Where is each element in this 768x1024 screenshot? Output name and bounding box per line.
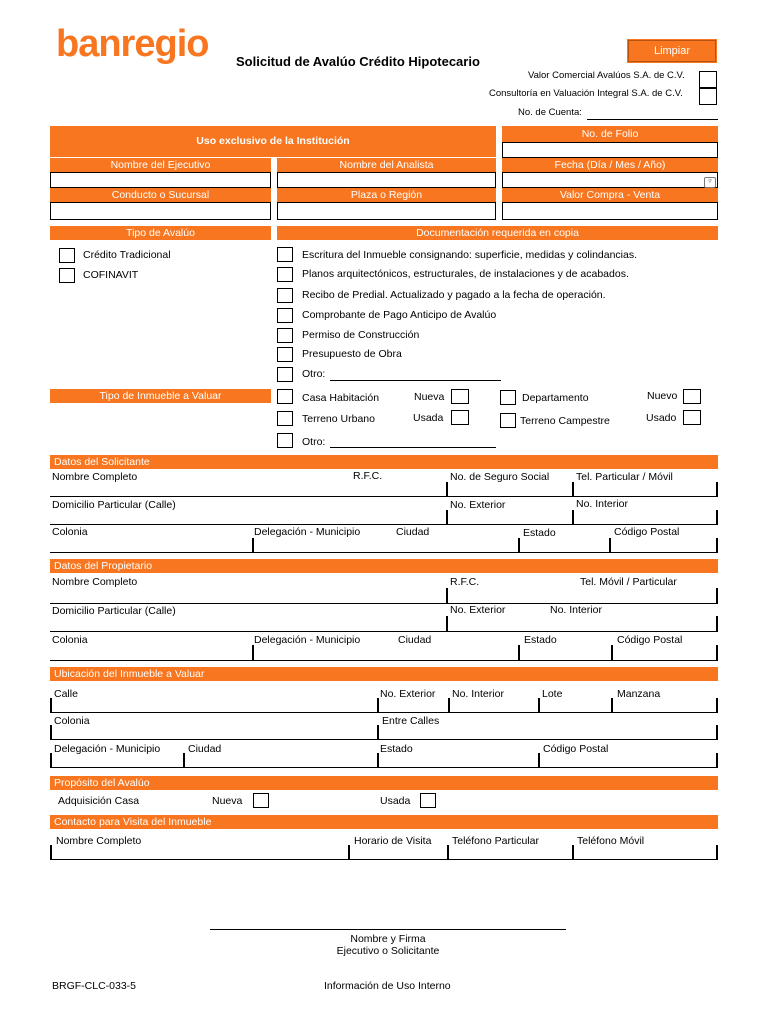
ubi-delegacion-field[interactable] [50, 767, 718, 768]
prop-ciudad-label: Ciudad [398, 634, 432, 646]
divider [572, 510, 574, 524]
prop-nombre-label: Nombre Completo [52, 576, 138, 588]
adquisicion-casa-label: Adquisición Casa [58, 795, 140, 807]
sol-colonia-label: Colonia [52, 526, 88, 538]
casa-nueva-checkbox[interactable] [451, 389, 469, 404]
prop-colonia-field[interactable] [50, 660, 718, 661]
no-folio-field[interactable] [502, 142, 718, 158]
calendar-icon[interactable]: ▿ [704, 177, 716, 188]
doc-escritura-label: Escritura del Inmueble consignando: superficie, medidas y colindancias. [302, 249, 638, 261]
terreno-usada-label: Usada [413, 412, 444, 424]
divider [716, 588, 718, 603]
sol-tel-label: Tel. Particular / Móvil [576, 471, 673, 483]
divider [50, 753, 52, 767]
depto-nuevo-label: Nuevo [647, 390, 678, 402]
cofinavit-label: COFINAVIT [83, 269, 139, 281]
divider [716, 725, 718, 739]
cofinavit-checkbox[interactable] [59, 268, 75, 283]
divider [377, 725, 379, 739]
nombre-analista-header: Nombre del Analista [277, 158, 496, 172]
divider [518, 645, 520, 660]
solicitante-header: Datos del Solicitante [50, 455, 718, 469]
doc-comprobante-checkbox[interactable] [277, 308, 293, 323]
casa-habitacion-label: Casa Habitación [302, 392, 380, 404]
terreno-campestre-checkbox[interactable] [500, 413, 516, 428]
ubicacion-header: Ubicación del Inmueble a Valuar [50, 667, 718, 681]
sol-nombre-field[interactable] [50, 496, 718, 497]
prop-nombre-field[interactable] [50, 603, 718, 604]
divider [252, 538, 254, 552]
doc-comprobante-label: Comprobante de Pago Anticipo de Avalúo [302, 309, 497, 321]
divider [572, 482, 574, 496]
contacto-field[interactable] [50, 859, 718, 860]
prop-tel-label: Tel. Móvil / Particular [580, 576, 677, 588]
ubi-estado-label: Estado [380, 743, 413, 755]
sol-rfc-label: R.F.C. [353, 470, 383, 482]
ubi-no-int-label: No. Interior [452, 688, 504, 700]
signature-label: Nombre y Firma [350, 933, 426, 945]
depto-nuevo-checkbox[interactable] [683, 389, 701, 404]
departamento-label: Departamento [522, 392, 589, 404]
doc-presupuesto-checkbox[interactable] [277, 347, 293, 362]
contacto-nombre-label: Nombre Completo [56, 835, 142, 847]
divider [716, 753, 718, 767]
proposito-nueva-checkbox[interactable] [253, 793, 269, 808]
prop-usada-label: Usada [380, 795, 411, 807]
sol-no-int-label: No. Interior [576, 498, 628, 510]
divider [716, 698, 718, 712]
terreno-urbano-label: Terreno Urbano [302, 413, 375, 425]
depto-usado-checkbox[interactable] [683, 410, 701, 425]
no-cuenta-field[interactable] [587, 119, 718, 120]
divider [518, 538, 520, 552]
divider [446, 588, 448, 603]
sol-ciudad-label: Ciudad [396, 526, 430, 538]
departamento-checkbox[interactable] [500, 390, 516, 405]
doc-permiso-label: Permiso de Construcción [302, 329, 420, 341]
prop-cp-label: Código Postal [617, 634, 683, 646]
divider [446, 510, 448, 524]
tipo-inmueble-header: Tipo de Inmueble a Valuar [50, 389, 271, 403]
prop-rfc-label: R.F.C. [450, 576, 480, 588]
doc-planos-checkbox[interactable] [277, 267, 293, 282]
proposito-usada-checkbox[interactable] [420, 793, 436, 808]
prop-delegacion-label: Delegación - Municipio [254, 634, 361, 646]
plaza-header: Plaza o Región [277, 188, 496, 202]
divider [538, 698, 540, 712]
divider [183, 753, 185, 767]
signature-line[interactable] [210, 929, 566, 930]
sol-nombre-label: Nombre Completo [52, 471, 138, 483]
limpiar-button[interactable]: Limpiar [628, 40, 716, 62]
divider [446, 482, 448, 496]
ubi-lote-label: Lote [542, 688, 563, 700]
sol-nss-label: No. de Seguro Social [450, 471, 550, 483]
propietario-header: Datos del Propietario [50, 559, 718, 573]
ubi-colonia-field[interactable] [50, 739, 718, 740]
sol-estado-label: Estado [523, 527, 556, 539]
ubi-calle-field[interactable] [50, 712, 718, 713]
ubi-colonia-label: Colonia [54, 715, 90, 727]
doc-predial-checkbox[interactable] [277, 288, 293, 303]
proposito-header: Propósito del Avalúo [50, 776, 718, 790]
divider [716, 482, 718, 496]
uso-exclusivo-header: Uso exclusivo de la Institución [50, 126, 496, 157]
terreno-urbano-checkbox[interactable] [277, 411, 293, 426]
fecha-header: Fecha (Día / Mes / Año) [502, 158, 718, 172]
no-folio-header: No. de Folio [502, 126, 718, 142]
divider [50, 698, 52, 712]
contacto-tel-movil-label: Teléfono Móvil [577, 835, 645, 847]
divider [348, 845, 350, 859]
fecha-field[interactable] [502, 172, 718, 188]
consultoria-label: Consultoría en Valuación Integral S.A. de C.V. [489, 88, 683, 99]
no-cuenta-label: No. de Cuenta: [518, 107, 582, 118]
divider [716, 845, 718, 859]
nombre-analista-field[interactable] [277, 172, 496, 188]
ubi-ciudad-label: Ciudad [188, 743, 222, 755]
doc-permiso-checkbox[interactable] [277, 328, 293, 343]
signature-sublabel: Ejecutivo o Solicitante [336, 945, 440, 957]
terreno-campestre-label: Terreno Campestre [520, 415, 610, 427]
contacto-horario-label: Horario de Visita [354, 835, 432, 847]
prop-domicilio-field[interactable] [50, 631, 718, 632]
sol-domicilio-field[interactable] [50, 524, 718, 525]
conducto-field[interactable] [50, 202, 271, 220]
divider [446, 616, 448, 631]
divider [377, 753, 379, 767]
prop-colonia-label: Colonia [52, 634, 88, 646]
documentacion-header: Documentación requerida en copia [277, 226, 718, 240]
casa-habitacion-checkbox[interactable] [277, 389, 293, 404]
doc-predial-label: Recibo de Predial. Actualizado y pagado a la fecha de operación. [302, 289, 606, 301]
prop-no-ext-label: No. Exterior [450, 604, 506, 616]
consultoria-checkbox[interactable] [699, 88, 717, 105]
doc-otro-label: Otro: [302, 368, 326, 380]
conducto-header: Conducto o Sucursal [50, 188, 271, 202]
ubi-no-ext-label: No. Exterior [380, 688, 436, 700]
ubi-cp-label: Código Postal [543, 743, 609, 755]
form-code: BRGF-CLC-033-5 [52, 980, 137, 992]
divider [716, 510, 718, 524]
doc-planos-label: Planos arquitectónicos, estructurales, de instalaciones y de acabados. [302, 268, 629, 280]
form-title: Solicitud de Avalúo Crédito Hipotecario [236, 54, 480, 69]
doc-presupuesto-label: Presupuesto de Obra [302, 348, 402, 360]
sol-no-ext-label: No. Exterior [450, 499, 506, 511]
divider [716, 538, 718, 552]
casa-nueva-label: Nueva [414, 391, 445, 403]
divider [377, 698, 379, 712]
credito-tradicional-checkbox[interactable] [59, 248, 75, 263]
divider [50, 845, 52, 859]
contacto-tel-particular-label: Teléfono Particular [452, 835, 539, 847]
inmueble-otro-checkbox[interactable] [277, 433, 293, 448]
ubi-entre-calles-label: Entre Calles [382, 715, 440, 727]
divider [611, 645, 613, 660]
inmueble-otro-label: Otro: [302, 436, 326, 448]
doc-escritura-checkbox[interactable] [277, 247, 293, 262]
divider [252, 645, 254, 660]
banregio-logo: banregio [56, 23, 209, 65]
prop-domicilio-label: Domicilio Particular (Calle) [52, 605, 176, 617]
divider [611, 698, 613, 712]
ubi-manzana-label: Manzana [617, 688, 661, 700]
doc-otro-field[interactable] [330, 380, 501, 381]
valor-comercial-checkbox[interactable] [699, 71, 717, 88]
prop-no-int-label: No. Interior [550, 604, 602, 616]
prop-nueva-label: Nueva [212, 795, 243, 807]
doc-otro-checkbox[interactable] [277, 367, 293, 382]
ubi-delegacion-label: Delegación - Municipio [54, 743, 161, 755]
credito-tradicional-label: Crédito Tradicional [83, 249, 171, 261]
inmueble-otro-field[interactable] [330, 447, 496, 448]
sol-cp-label: Código Postal [614, 526, 680, 538]
prop-estado-label: Estado [524, 634, 557, 646]
valor-compra-header: Valor Compra - Venta [502, 188, 718, 202]
tipo-avaluo-header: Tipo de Avalúo [50, 226, 271, 240]
divider [50, 725, 52, 739]
valor-comercial-label: Valor Comercial Avalúos S.A. de C.V. [528, 70, 685, 81]
sol-colonia-field[interactable] [50, 552, 718, 553]
plaza-field[interactable] [277, 202, 496, 220]
contacto-header: Contacto para Visita del Inmueble [50, 815, 718, 829]
terreno-usada-checkbox[interactable] [451, 410, 469, 425]
depto-usado-label: Usado [646, 412, 677, 424]
divider [538, 753, 540, 767]
divider [572, 845, 574, 859]
divider [716, 645, 718, 660]
divider [609, 538, 611, 552]
divider [448, 698, 450, 712]
ubi-calle-label: Calle [54, 688, 78, 700]
sol-delegacion-label: Delegación - Municipio [254, 526, 361, 538]
sol-domicilio-label: Domicilio Particular (Calle) [52, 499, 176, 511]
nombre-ejecutivo-field[interactable] [50, 172, 271, 188]
divider [716, 616, 718, 631]
nombre-ejecutivo-header: Nombre del Ejecutivo [50, 158, 271, 172]
info-uso-interno: Información de Uso Interno [324, 980, 451, 992]
divider [447, 845, 449, 859]
valor-compra-field[interactable] [502, 202, 718, 220]
